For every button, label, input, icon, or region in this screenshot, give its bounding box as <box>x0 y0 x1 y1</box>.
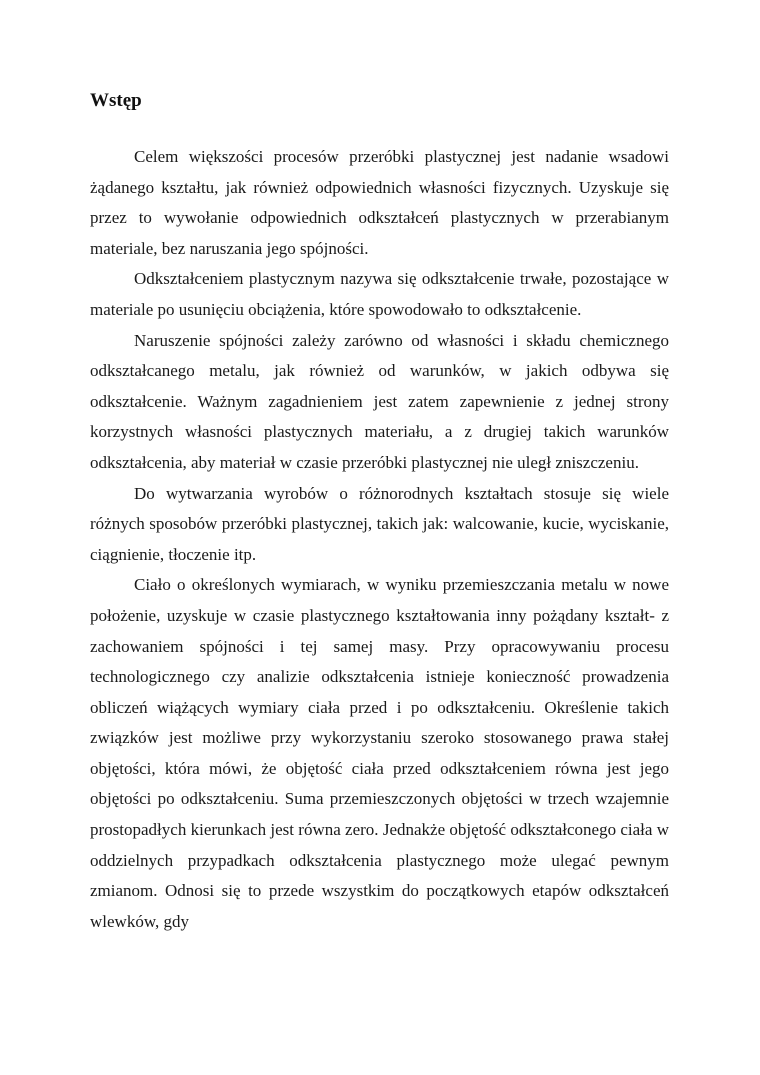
paragraph: Naruszenie spójności zależy zarówno od własności i składu chemicznego odkształcanego metalu, jak również od warunków, w jakich odbywa się odkształcenie. Ważnym zagadnieniem jest zatem zapewnienie z jednej strony korzystnych własności plastycznych materiału, a z drugiej takich warunków odkształcenia, aby materiał w czasie przeróbki plastycznej nie uległ zniszczeniu. <box>90 330 669 472</box>
paragraph: Odkształceniem plastycznym nazywa się odkształcenie trwałe, pozostające w materiale po usunięciu obciążenia, które spowodowało to odkształcenie. <box>90 269 669 319</box>
page-title: Wstęp <box>90 90 142 111</box>
paragraph: Do wytwarzania wyrobów o różnorodnych kształtach stosuje się wiele różnych sposobów przeróbki plastycznej, takich jak: walcowanie, kucie, wyciskanie, ciągnienie, tłoczenie itp. <box>90 483 669 564</box>
paragraph: Ciało o określonych wymiarach, w wyniku przemieszczania metalu w nowe położenie, uzyskuje w czasie plastycznego kształtowania inny pożądany kształt- z zachowaniem spójności i tej samej masy. Przy opracowywaniu procesu technologicznego czy analizie odkształcenia istnieje konieczność prowadzenia obliczeń wiążących wymiary ciała przed i po odkształceniu. Określenie takich związków jest możliwe przy wykorzystaniu szeroko stosowanego prawa stałej objętości, która mówi, że objętość ciała przed odkształceniem równa jest jego objętości po odkształceniu. Suma przemieszczonych objętości w trzech wzajemnie prostopadłych kierunkach jest równa zero. Jednakże objętość odkształconego ciała w oddzielnych przypadkach odkształcenia plastycznego może ulegać pewnym zmianom. Odnosi się to przede wszystkim do początkowych etapów odkształceń wlewków, gdy <box>90 575 669 931</box>
paragraph: Celem większości procesów przeróbki plastycznej jest nadanie wsadowi żądanego kształtu, jak również odpowiednich własności fizycznych. Uzyskuje się przez to wywołanie odpowiednich odkształceń plastycznych w przerabianym materiale, bez naruszania jego spójności. <box>90 147 669 258</box>
body-text <box>90 142 669 937</box>
